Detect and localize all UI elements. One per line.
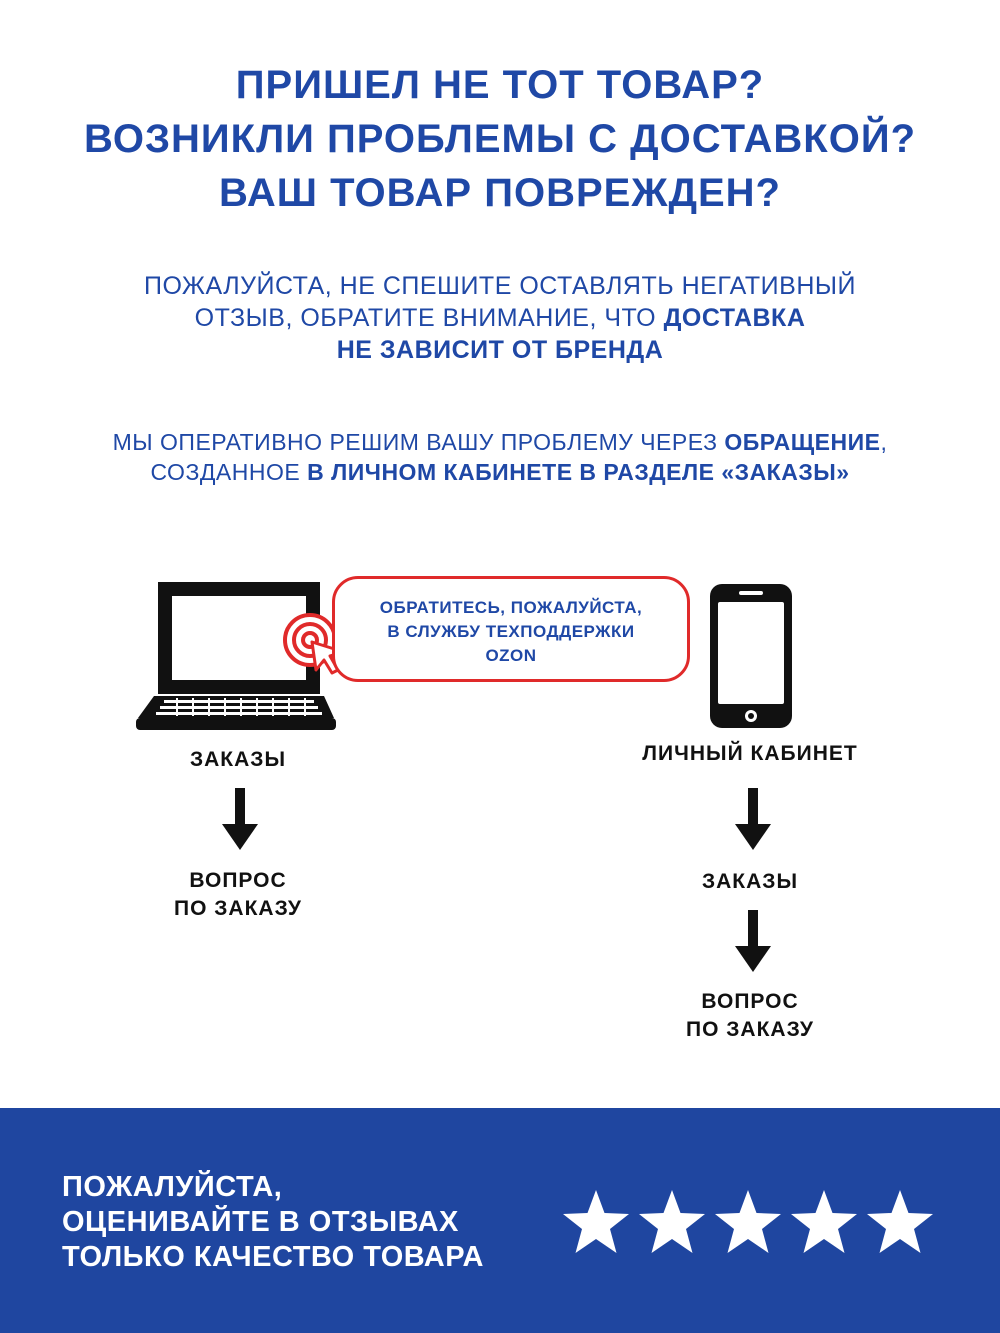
delivery-notice <box>0 270 1000 366</box>
footer-line-3: ТОЛЬКО КАЧЕСТВО ТОВАРА <box>62 1241 484 1273</box>
mobile-step-question-line-2: ПО ЗАКАЗУ <box>686 1018 814 1041</box>
support-bubble-text <box>335 596 687 668</box>
support-notice-text: МЫ ОПЕРАТИВНО РЕШИМ ВАШУ ПРОБЛЕМУ ЧЕРЕЗ <box>112 429 725 455</box>
delivery-notice-line-1: ПОЖАЛУЙСТА, НЕ СПЕШИТЕ ОСТАВЛЯТЬ НЕГАТИВНЫЙ <box>144 272 856 300</box>
delivery-notice-emphasis: ДОСТАВКА <box>663 304 806 332</box>
five-star-rating <box>560 1188 940 1260</box>
desktop-step-question-line-1: ВОПРОС <box>189 869 287 892</box>
mobile-step-question <box>650 988 850 1044</box>
arrow-down-icon <box>733 910 773 974</box>
title-line-1: ПРИШЕЛ НЕ ТОТ ТОВАР? <box>235 63 765 107</box>
support-bubble-line-1: ОБРАТИТЕСЬ, ПОЖАЛУЙСТА, <box>379 598 643 617</box>
footer-text <box>62 1170 484 1275</box>
support-notice <box>0 427 1000 487</box>
support-notice-emphasis-2: В ЛИЧНОМ КАБИНЕТЕ В РАЗДЕЛЕ «ЗАКАЗЫ» <box>307 459 850 485</box>
star-icon <box>715 1190 781 1253</box>
star-icon <box>867 1190 933 1253</box>
support-notice-text-2: СОЗДАННОЕ <box>150 459 308 485</box>
page-title <box>0 58 1000 220</box>
delivery-notice-line-3 <box>0 334 1000 366</box>
delivery-notice-line-2 <box>0 302 1000 334</box>
star-icon <box>791 1190 857 1253</box>
title-line-2: ВОЗНИКЛИ ПРОБЛЕМЫ С ДОСТАВКОЙ? <box>83 117 917 161</box>
support-bubble-line-3: OZON <box>485 646 537 665</box>
delivery-notice-emphasis-2: НЕ ЗАВИСИТ ОТ БРЕНДА <box>336 336 664 364</box>
star-icon <box>563 1190 629 1253</box>
desktop-step-orders: ЗАКАЗЫ <box>189 748 287 771</box>
desktop-step-question <box>138 867 338 923</box>
arrow-down-icon <box>220 788 260 852</box>
footer-line-2: ОЦЕНИВАЙТЕ В ОТЗЫВАХ <box>62 1206 459 1238</box>
star-icon <box>639 1190 705 1253</box>
support-notice-comma: , <box>880 429 888 455</box>
support-notice-emphasis: ОБРАЩЕНИЕ <box>724 429 881 455</box>
title-line-3: ВАШ ТОВАР ПОВРЕЖДЕН? <box>219 171 781 215</box>
smartphone-icon <box>708 582 794 730</box>
footer-line-1: ПОЖАЛУЙСТА, <box>62 1171 283 1203</box>
support-bubble-line-2: В СЛУЖБУ ТЕХПОДДЕРЖКИ <box>387 622 635 641</box>
mobile-step-account: ЛИЧНЫЙ КАБИНЕТ <box>642 742 858 765</box>
arrow-down-icon <box>733 788 773 852</box>
delivery-notice-text: ОТЗЫВ, ОБРАТИТЕ ВНИМАНИЕ, ЧТО <box>194 304 664 332</box>
mobile-step-orders: ЗАКАЗЫ <box>701 870 799 893</box>
support-notice-line-2 <box>0 457 1000 487</box>
support-bubble <box>332 576 690 682</box>
mobile-step-question-line-1: ВОПРОС <box>701 990 799 1013</box>
footer-banner <box>0 1108 1000 1333</box>
desktop-step-question-line-2: ПО ЗАКАЗУ <box>174 897 302 920</box>
support-notice-line-1 <box>0 427 1000 457</box>
